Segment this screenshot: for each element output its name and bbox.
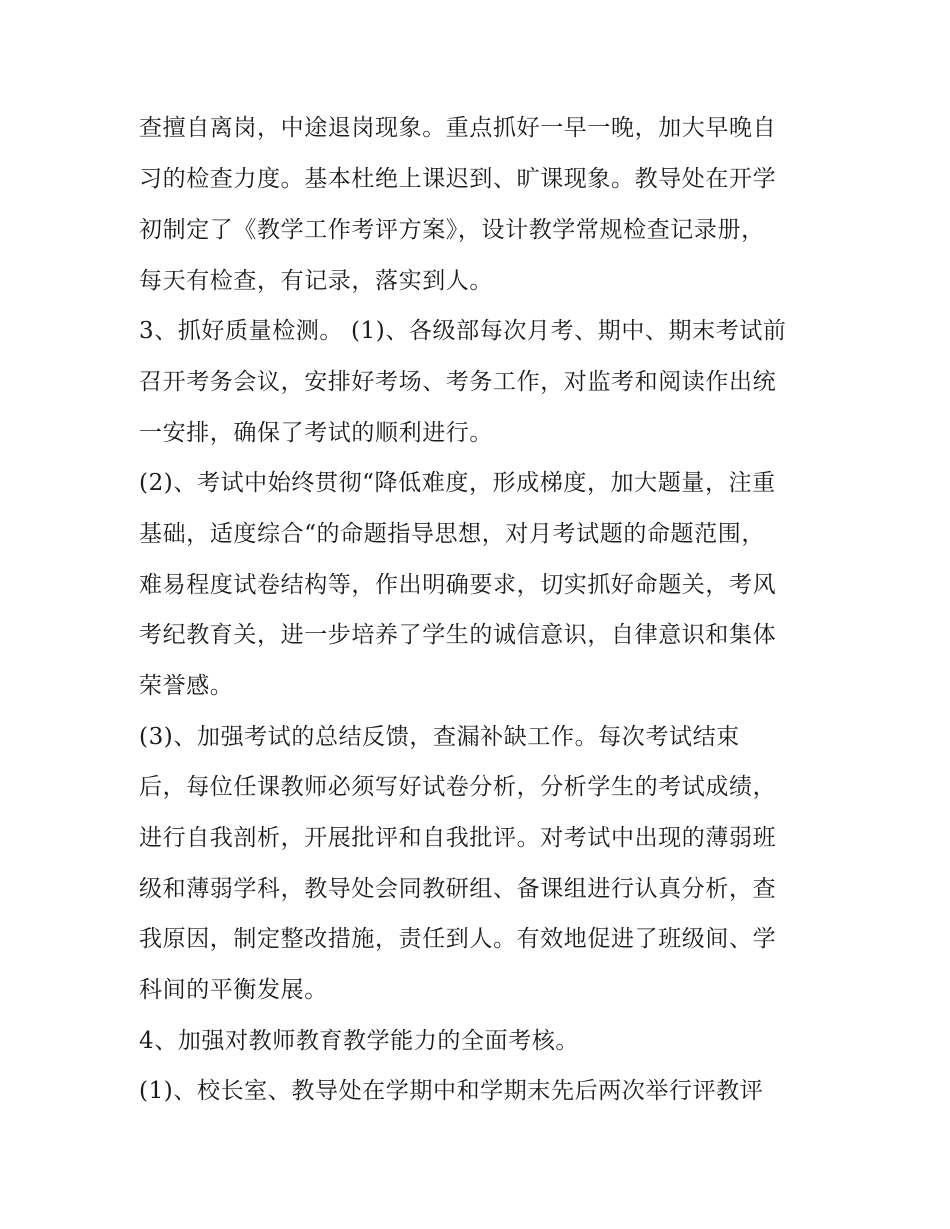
text-line: 考纪教育关，进一步培养了学生的诚信意识，自律意识和集体 <box>139 622 777 648</box>
section-heading-3: 3、抓好质量检测。 (1)、各级部每次月考、期中、期末考试前 <box>139 318 787 344</box>
text-line: 级和薄弱学科，教导处会同教研组、备课组进行认真分析，查 <box>139 876 777 902</box>
text-line: 一安排，确保了考试的顺利进行。 <box>139 420 493 446</box>
paragraph-3-start: (3)、加强考试的总结反馈，查漏补缺工作。每次考试结束 <box>139 724 740 750</box>
text-line: 基础，适度综合“的命题指导思想，对月考试题的命题范围， <box>139 521 765 547</box>
section-heading-4: 4、加强对教师教育教学能力的全面考核。 <box>139 1028 580 1054</box>
text-line: 后，每位任课教师必须写好试卷分析，分析学生的考试成绩， <box>139 774 777 800</box>
text-line: 科间的平衡发展。 <box>139 977 328 1003</box>
text-line: 查擅自离岗，中途退岗现象。重点抓好一早一晚，加大早晚自 <box>139 115 777 141</box>
text-line: 荣誉感。 <box>139 673 234 699</box>
paragraph-2-start: (2)、考试中始终贯彻“降低难度，形成梯度，加大题量，注重 <box>139 470 776 496</box>
text-line: 进行自我剖析，开展批评和自我批评。对考试中出现的薄弱班 <box>139 825 777 851</box>
text-line: 难易程度试卷结构等，作出明确要求，切实抓好命题关，考风 <box>139 572 777 598</box>
text-line: 我原因，制定整改措施，责任到人。有效地促进了班级间、学 <box>139 926 777 952</box>
text-line: 初制定了《教学工作考评方案》，设计教学常规检查记录册， <box>139 217 765 243</box>
text-line: 召开考务会议，安排好考场、考务工作，对监考和阅读作出统 <box>139 369 777 395</box>
text-line: 每天有检查，有记录，落实到人。 <box>139 268 493 294</box>
text-line: 习的检查力度。基本杜绝上课迟到、旷课现象。教导处在开学 <box>139 166 777 192</box>
paragraph-4-1-start: (1)、校长室、教导处在学期中和学期末先后两次举行评教评 <box>139 1078 764 1104</box>
